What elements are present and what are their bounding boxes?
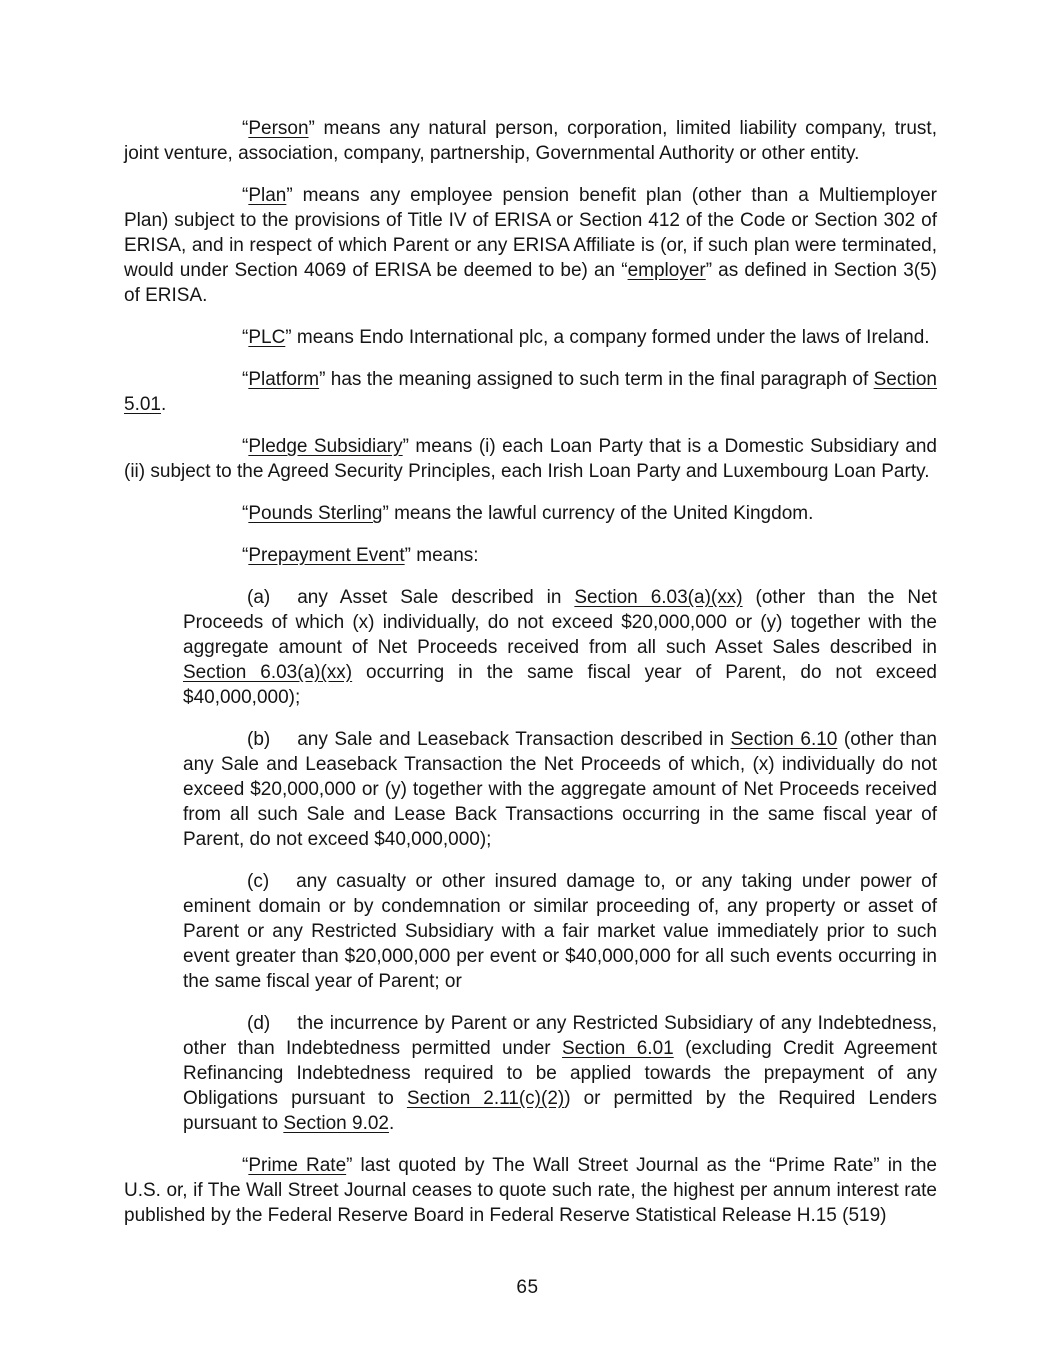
text-run: any Asset Sale described in: [297, 587, 575, 608]
text-run: ” means any employee pension benefit plan (other than a Multiemployer Plan) subject to the provisions of Title IV of ERISA or Section 412 of the Code or Section 302 of ERISA, and in respect of which Parent or any ERISA Affiliate is (or, if such plan were terminated, would under Section 4069 of ERISA be deemed to be) an “: [124, 185, 937, 281]
defined-term: Plan: [248, 185, 287, 206]
defined-term: Section 6.03(a)(xx): [574, 587, 743, 608]
clause-label: (a): [247, 587, 271, 608]
text-run: occurring in the same fiscal year of Parent, do not exceed $40,000,000);: [183, 662, 937, 708]
text-run: ” has the meaning assigned to such term in the final paragraph of: [319, 369, 874, 390]
definition-paragraph: [124, 183, 937, 308]
clause-label: (d): [247, 1013, 271, 1034]
definition-paragraph: [124, 543, 937, 568]
defined-term: Person: [248, 118, 309, 139]
definition-paragraph: [124, 501, 937, 526]
definition-subclause: [183, 869, 937, 994]
defined-term: Platform: [248, 369, 320, 390]
definition-subclause: [183, 1011, 937, 1136]
definition-paragraph: [124, 367, 937, 417]
text-run: “: [242, 436, 249, 457]
text-run: .: [160, 394, 167, 415]
page-number: 65: [516, 1277, 539, 1298]
text-run: “: [242, 1155, 249, 1176]
text-run: (other than any Sale and Leaseback Transaction the Net Proceeds of which, (x) individually do not exceed $20,000,000 or (y) together with the aggregate amount of Net Proceeds received from all such Sale and Lease Back Transactions occurring in the same fiscal year of Parent, do not exceed $40,000,000);: [183, 729, 937, 850]
text-run: any casualty or other insured damage to, or any taking under power of eminent domain or by condemnation or similar proceeding of, any property or asset of Parent or any Restricted Subsidiary with a fair market value immediately prior to such event greater than $20,000,000 per event or $40,000,000 for all such events occurring in the same fiscal year of Parent; or: [183, 871, 937, 992]
text-run: “: [242, 503, 249, 524]
text-run: .: [388, 1113, 395, 1134]
defined-term: Section 6.03(a)(xx): [183, 662, 353, 683]
defined-term: Section 5.01: [124, 369, 937, 415]
defined-term: Section 6.01: [562, 1038, 674, 1059]
text-run: (other than the Net Proceeds of which (x) individually, do not exceed $20,000,000 or (y) together with the aggregate amount of Net Proceeds received from all such Asset Sales described in: [183, 587, 938, 658]
text-run: ) or permitted by the Required Lenders pursuant to: [183, 1088, 937, 1134]
text-run: “: [242, 118, 249, 139]
text-run: ” as defined in Section 3(5) of ERISA.: [124, 260, 938, 306]
defined-term: PLC: [248, 327, 286, 348]
document-body: [124, 116, 937, 1228]
defined-term: Prime Rate: [248, 1155, 347, 1176]
text-run: ” means Endo International plc, a company formed under the laws of Ireland.: [285, 327, 930, 348]
definition-paragraph: [124, 434, 937, 484]
clause-label: (c): [247, 871, 270, 892]
defined-term: employer: [627, 260, 706, 281]
definition-subclause: [183, 585, 937, 710]
definition-subclause: [183, 727, 937, 852]
text-run: ” means:: [404, 545, 479, 566]
text-run: ” last quoted by The Wall Street Journal as the “Prime Rate” in the U.S. or, if The Wall Street Journal ceases to quote such rate, the highest per annum interest rate published by the Federal Reserve Board in Federal Reserve Statistical Release H.15 (519): [124, 1155, 937, 1226]
defined-term: Prepayment Event: [248, 545, 405, 566]
text-run: “: [242, 327, 249, 348]
clause-label: (b): [247, 729, 271, 750]
definition-paragraph: [124, 1153, 937, 1228]
defined-term: Section 2.11(c)(2): [406, 1088, 565, 1109]
definition-paragraph: [124, 325, 937, 350]
text-run: ” means the lawful currency of the United Kingdom.: [382, 503, 814, 524]
text-run: ” means any natural person, corporation, limited liability company, trust, joint venture, association, company, partnership, Governmental Authority or other entity.: [124, 118, 937, 164]
text-run: (excluding Credit Agreement Refinancing Indebtedness required to be applied towards the prepayment of any Obligations pursuant to: [183, 1038, 937, 1109]
text-run: any Sale and Leaseback Transaction described in: [297, 729, 731, 750]
defined-term: Section 6.10: [730, 729, 838, 750]
defined-term: Pounds Sterling: [248, 503, 383, 524]
definition-paragraph: [124, 116, 937, 166]
text-run: “: [242, 185, 249, 206]
text-run: the incurrence by Parent or any Restricted Subsidiary of any Indebtedness, other than Indebtedness permitted under: [183, 1013, 937, 1059]
text-run: “: [242, 369, 249, 390]
text-run: ” means (i) each Loan Party that is a Domestic Subsidiary and (ii) subject to the Agreed Security Principles, each Irish Loan Party and Luxembourg Loan Party.: [124, 436, 937, 482]
defined-term: Section 9.02: [283, 1113, 389, 1134]
defined-term: Pledge Subsidiary: [248, 436, 403, 457]
text-run: “: [242, 545, 249, 566]
